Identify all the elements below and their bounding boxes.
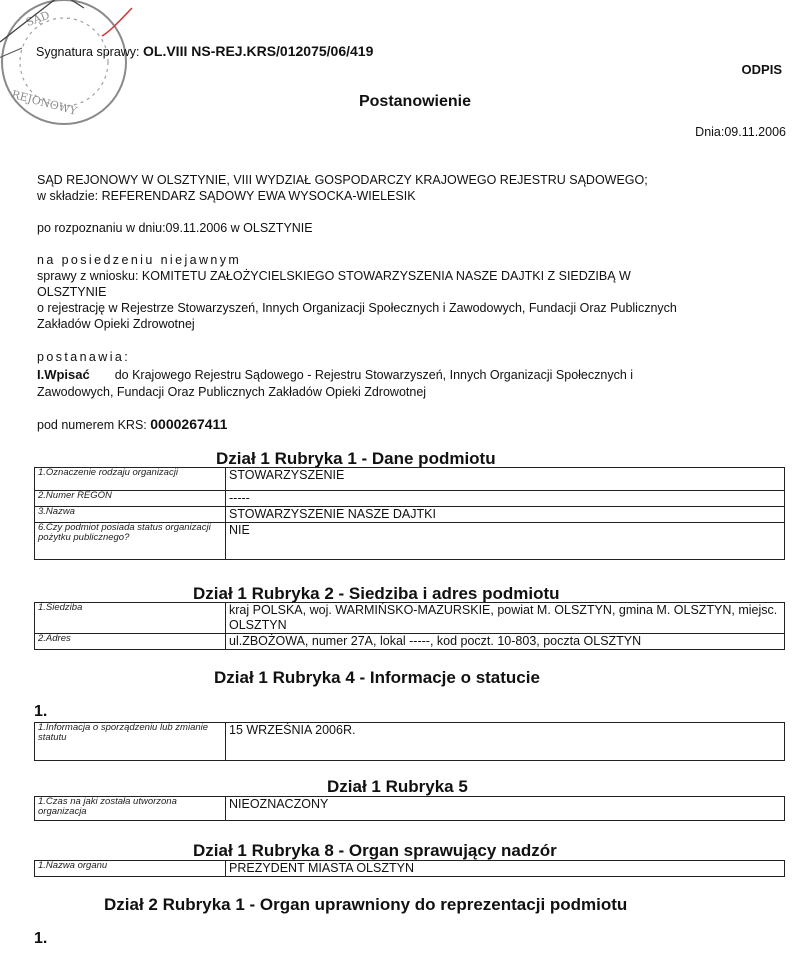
section-d1-r4-table [34, 722, 785, 761]
decides-label: postanawia: [37, 350, 131, 364]
court-seal-stamp [0, 0, 152, 150]
field-value: ul.ZBOŻOWA, numer 27A, lokal -----, kod poczt. 10-803, poczta OLSZTYN [226, 634, 785, 650]
section-d1-r8-table [34, 860, 785, 877]
table-row [35, 797, 785, 821]
section-d1-r1-table [34, 467, 785, 560]
field-value: PREZYDENT MIASTA OLSZTYN [226, 861, 785, 877]
signature-label: Sygnatura sprawy: [36, 45, 140, 59]
section-d1-r2-table [34, 602, 785, 650]
odpis-label: ODPIS [741, 62, 782, 77]
table-row [35, 723, 785, 761]
table-row [35, 603, 785, 634]
recognition-line: po rozpoznaniu w dniu:09.11.2006 w OLSZTYNIE [37, 221, 313, 235]
table-row [35, 468, 785, 491]
session-label: na posiedzeniu niejawnym [37, 253, 242, 267]
table-row [35, 634, 785, 650]
motion-line-1: sprawy z wniosku: KOMITETU ZAŁOŻYCIELSKIEGO STOWARZYSZENIA NASZE DAJTKI Z SIEDZIBĄ W [37, 269, 631, 283]
field-label: 1.Informacja o sporządzeniu lub zmianie statutu [35, 723, 226, 761]
section-d1-r4-title: Dział 1 Rubryka 4 - Informacje o statucie [214, 668, 540, 687]
section-d1-r5-table [34, 796, 785, 821]
krs-line [37, 416, 227, 433]
signature-value: OL.VIII NS-REJ.KRS/012075/06/419 [143, 43, 374, 59]
motion-line-2: OLSZTYNIE [37, 285, 107, 299]
item-number: 1. [34, 703, 48, 720]
field-value: 15 WRZEŚNIA 2006R. [226, 723, 785, 761]
field-value: STOWARZYSZENIE NASZE DAJTKI [226, 507, 785, 523]
section-d2-r1-title: Dział 2 Rubryka 1 - Organ uprawniony do reprezentacji podmiotu [104, 895, 628, 914]
field-label: 1.Nazwa organu [35, 861, 226, 877]
field-label: 1.Oznaczenie rodzaju organizacji [35, 468, 226, 491]
field-value: kraj POLSKA, woj. WARMIŃSKO-MAZURSKIE, powiat M. OLSZTYN, gmina M. OLSZTYN, miejsc. OLSZTYN [226, 603, 785, 634]
court-composition: w składzie: REFERENDARZ SĄDOWY EWA WYSOCKA-WIELESIK [37, 189, 416, 203]
field-label: 1.Czas na jaki została utworzona organizacja [35, 797, 226, 821]
krs-label: pod numerem KRS: [37, 418, 147, 432]
section-d1-r2-title: Dział 1 Rubryka 2 - Siedziba i adres podmiotu [193, 584, 560, 603]
item-number: 1. [34, 930, 48, 947]
table-row [35, 491, 785, 507]
section-d1-r1-title: Dział 1 Rubryka 1 - Dane podmiotu [216, 449, 496, 468]
motion-line-3: o rejestrację w Rejestrze Stowarzyszeń, Innych Organizacji Społecznych i Zawodowych, Fundacji Oraz Publicznych [37, 301, 677, 315]
document-title: Postanowienie [358, 93, 472, 110]
table-row [35, 523, 785, 560]
field-label: 2.Adres [35, 634, 226, 650]
field-value: ----- [226, 491, 785, 507]
field-label: 2.Numer REGON [35, 491, 226, 507]
svg-text:SĄD: SĄD [24, 8, 52, 30]
svg-text:REJONOWY: REJONOWY [10, 87, 79, 118]
field-value: NIEOZNACZONY [226, 797, 785, 821]
document-date: Dnia:09.11.2006 [695, 125, 786, 139]
decision-line-1 [37, 367, 633, 383]
field-label: 3.Nazwa [35, 507, 226, 523]
motion-line-4: Zakładów Opieki Zdrowotnej [37, 317, 195, 331]
decision-line-2: Zawodowych, Fundacji Oraz Publicznych Zakładów Opieki Zdrowotnej [37, 385, 427, 399]
table-row [35, 861, 785, 877]
field-label: 1.Siedziba [35, 603, 226, 634]
court-line: SĄD REJONOWY W OLSZTYNIE, VIII WYDZIAŁ GOSPODARCZY KRAJOWEGO REJESTRU SĄDOWEGO; [37, 173, 648, 187]
case-signature [36, 43, 373, 60]
field-label: 6.Czy podmiot posiada status organizacji pożytku publicznego? [35, 523, 226, 560]
table-row [35, 507, 785, 523]
decision-marker: I.Wpisać [37, 367, 90, 382]
field-value: NIE [226, 523, 785, 560]
decision-text-1: do Krajowego Rejestru Sądowego - Rejestru Stowarzyszeń, Innych Organizacji Społecznych i [114, 368, 634, 382]
field-value: STOWARZYSZENIE [226, 468, 785, 491]
section-d1-r8-title: Dział 1 Rubryka 8 - Organ sprawujący nadzór [193, 841, 557, 860]
section-d1-r5-title: Dział 1 Rubryka 5 [327, 777, 468, 796]
krs-number: 0000267411 [150, 416, 228, 432]
